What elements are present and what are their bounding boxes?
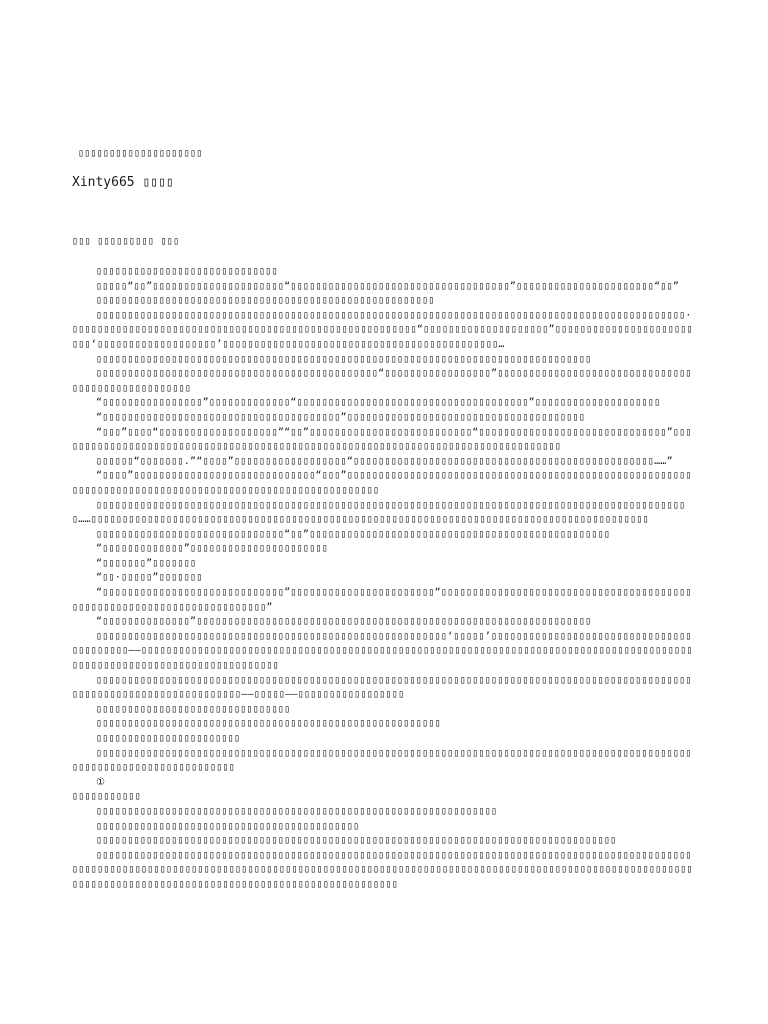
paragraph: “▯▯▯▯▯▯▯▯▯▯▯▯▯▯▯▯▯▯▯▯▯▯▯▯▯▯▯▯▯”▯▯▯▯▯▯▯▯▯▯▯▯▯▯▯▯▯▯▯▯▯▯▯“▯▯▯▯▯▯▯▯▯▯▯▯▯▯▯▯▯▯▯▯▯▯▯▯▯▯▯▯▯▯▯▯▯▯▯▯▯▯▯▯▯▯▯▯▯▯▯▯▯▯▯▯▯▯▯▯▯▯▯▯▯▯▯▯▯▯▯▯▯▯▯” <box>72 587 692 613</box>
paragraph: “▯▯▯▯▯▯▯▯▯▯▯▯▯▯▯▯”▯▯▯▯▯▯▯▯▯▯▯▯▯“▯▯▯▯▯▯▯▯▯▯▯▯▯▯▯▯▯▯▯▯▯▯▯▯▯▯▯▯▯▯▯▯▯▯▯▯▯”▯▯▯▯▯▯▯▯▯▯▯▯▯▯▯▯▯▯▯▯ <box>96 397 661 409</box>
paragraph: “▯▯▯▯▯▯▯▯▯▯▯▯▯”▯▯▯▯▯▯▯▯▯▯▯▯▯▯▯▯▯▯▯▯▯▯ <box>96 543 329 555</box>
paragraph: ▯▯▯▯▯“▯▯”▯▯▯▯▯▯▯▯▯▯▯▯▯▯▯▯▯▯▯▯▯“▯▯▯▯▯▯▯▯▯▯▯▯▯▯▯▯▯▯▯▯▯▯▯▯▯▯▯▯▯▯▯▯▯▯▯”▯▯▯▯▯▯▯▯▯▯▯▯▯▯▯▯▯▯▯▯▯▯“▯▯” <box>96 280 680 292</box>
paragraph: ▯▯▯▯▯▯▯▯▯▯▯▯▯▯▯▯▯▯▯▯▯▯▯▯▯▯▯▯▯▯▯▯▯▯▯▯▯▯▯▯▯▯ <box>96 820 360 832</box>
paragraph: ▯▯▯▯▯▯▯▯▯▯▯▯▯▯▯▯▯▯▯▯▯▯▯▯▯▯▯▯▯▯▯▯▯▯▯▯▯▯▯▯▯▯▯▯▯▯▯▯▯▯▯▯▯▯▯▯▯▯▯▯▯▯▯▯▯▯▯▯▯▯▯▯▯▯▯▯▯▯▯▯▯▯▯▯▯▯▯▯▯▯▯▯▯▯▯▯▯▯▯▯▯▯▯▯▯▯▯▯▯▯▯▯▯▯▯▯▯▯▯▯▯ <box>72 747 692 774</box>
paragraph: ▯▯▯▯▯▯▯▯▯▯▯▯▯▯▯▯▯▯▯▯▯▯▯▯▯▯▯▯▯▯▯▯▯▯▯▯▯▯▯▯▯▯▯▯▯▯▯▯▯▯▯▯▯▯▯▯▯▯▯▯▯▯▯▯ <box>96 805 498 817</box>
paragraph: ▯▯▯▯▯▯▯▯▯▯▯▯▯▯▯▯▯▯▯▯▯▯▯ <box>96 733 241 744</box>
paragraph: ▯▯▯▯▯▯▯▯▯▯▯▯▯▯▯▯▯▯▯▯▯▯▯▯▯▯▯▯▯ <box>96 266 278 277</box>
paragraph: “▯▯▯▯▯▯▯▯▯▯▯▯▯▯”▯▯▯▯▯▯▯▯▯▯▯▯▯▯▯▯▯▯▯▯▯▯▯▯▯▯▯▯▯▯▯▯▯▯▯▯▯▯▯▯▯▯▯▯▯▯▯▯▯▯▯▯▯▯▯▯▯▯▯▯▯▯▯ <box>96 616 592 628</box>
site-header-line: ▯▯▯▯▯▯▯▯▯▯▯▯▯▯▯▯▯▯▯▯ <box>78 148 203 159</box>
paragraph: ▯▯▯▯▯▯▯▯▯▯▯▯▯▯▯▯▯▯▯▯▯▯▯▯▯▯▯▯▯▯▯▯▯▯▯▯▯▯▯▯▯▯▯▯▯▯▯▯▯▯▯▯▯▯▯▯▯▯▯▯▯▯▯▯▯▯▯▯▯▯▯▯▯▯▯▯▯▯▯▯▯▯▯▯▯▯▯▯▯▯▯▯▯▯▯……▯▯▯▯▯▯▯▯▯▯▯▯▯▯▯▯▯▯▯▯▯▯▯▯▯▯▯▯▯▯▯▯▯▯▯▯▯▯▯▯▯▯▯▯▯▯▯▯▯▯▯▯▯▯▯▯▯▯▯▯▯▯▯▯▯▯▯▯▯▯▯▯▯▯▯▯▯▯▯▯▯▯▯▯▯▯▯▯▯ <box>72 499 686 526</box>
paragraph: ▯▯▯▯▯▯▯▯▯▯▯▯▯▯▯▯▯▯▯▯▯▯▯▯▯▯▯▯▯▯▯▯▯▯▯▯▯▯▯▯▯▯▯▯▯▯▯▯▯▯▯▯▯▯▯▯‘▯▯▯▯▯’▯▯▯▯▯▯▯▯▯▯▯▯▯▯▯▯▯▯▯▯▯▯▯▯▯▯▯▯▯▯▯▯▯▯▯▯▯▯▯▯▯——▯▯▯▯▯▯▯▯▯▯▯▯▯▯▯▯▯▯▯▯▯▯▯▯▯▯▯▯▯▯▯▯▯▯▯▯▯▯▯▯▯▯▯▯▯▯▯▯▯▯▯▯▯▯▯▯▯▯▯▯▯▯▯▯▯▯▯▯▯▯▯▯▯▯▯▯▯▯▯▯▯▯▯▯▯▯▯▯▯▯▯▯▯▯▯▯▯▯▯▯▯▯▯▯▯▯▯▯▯▯▯▯▯▯▯▯▯▯▯▯▯ <box>72 630 693 672</box>
paragraph: “▯▯▯”▯▯▯▯“▯▯▯▯▯▯▯▯▯▯▯▯▯▯▯▯▯▯▯”“▯▯”▯▯▯▯▯▯▯▯▯▯▯▯▯▯▯▯▯▯▯▯▯▯▯▯▯▯“▯▯▯▯▯▯▯▯▯▯▯▯▯▯▯▯▯▯▯▯▯▯▯▯▯▯▯▯▯▯”▯▯▯▯▯▯▯▯▯▯▯▯▯▯▯▯▯▯▯▯▯▯▯▯▯▯▯▯▯▯▯▯▯▯▯▯▯▯▯▯▯▯▯▯▯▯▯▯▯▯▯▯▯▯▯▯▯▯▯▯▯▯▯▯▯▯▯▯▯▯▯▯▯▯▯▯▯▯▯▯▯ <box>72 426 692 453</box>
body-text <box>72 265 696 893</box>
paragraph: ▯▯▯▯▯▯▯▯▯▯▯▯▯▯▯▯▯▯▯▯▯▯▯▯▯▯▯▯▯▯▯▯▯▯▯▯▯▯▯▯▯▯▯▯▯“▯▯▯▯▯▯▯▯▯▯▯▯▯▯▯▯▯”▯▯▯▯▯▯▯▯▯▯▯▯▯▯▯▯▯▯▯▯▯▯▯▯▯▯▯▯▯▯▯▯▯▯▯▯▯▯▯▯▯▯▯▯▯▯▯▯▯▯ <box>72 368 692 394</box>
author-line: Xinty665 ▯▯▯▯ <box>72 175 174 190</box>
paragraph: “▯▯▯▯”▯▯▯▯▯▯▯▯▯▯▯▯▯▯▯▯▯▯▯▯▯▯▯▯▯▯▯▯▯“▯▯▯”▯▯▯▯▯▯▯▯▯▯▯▯▯▯▯▯▯▯▯▯▯▯▯▯▯▯▯▯▯▯▯▯▯▯▯▯▯▯▯▯▯▯▯▯▯▯▯▯▯▯▯▯▯▯▯▯▯▯▯▯▯▯▯▯▯▯▯▯▯▯▯▯▯▯▯▯▯▯▯▯▯▯▯▯▯▯▯▯▯▯▯▯▯▯▯▯▯▯▯▯▯▯▯▯ <box>72 470 692 496</box>
paragraph: ▯▯▯▯▯▯▯▯▯▯▯▯▯▯▯▯▯▯▯▯▯▯▯▯▯▯▯▯▯▯▯▯▯▯▯▯▯▯▯▯▯▯▯▯▯▯▯▯▯▯▯▯▯▯▯▯▯▯▯▯▯▯▯▯▯▯▯▯▯▯▯▯▯▯▯▯▯▯▯▯▯▯▯▯▯▯▯▯▯▯▯▯▯▯▯▯▯▯▯▯▯▯▯▯▯▯▯▯▯▯▯▯▯▯▯▯▯▯▯▯▯▯——▯▯▯▯▯——▯▯▯▯▯▯▯▯▯▯▯▯▯▯▯▯▯ <box>72 674 692 701</box>
footnote-marker: ① <box>96 776 106 788</box>
paragraph: ▯▯▯▯▯▯▯▯▯▯▯▯▯▯▯▯▯▯▯▯▯▯▯▯▯▯▯▯▯▯“▯▯”▯▯▯▯▯▯▯▯▯▯▯▯▯▯▯▯▯▯▯▯▯▯▯▯▯▯▯▯▯▯▯▯▯▯▯▯▯▯▯▯▯▯▯▯▯▯▯▯ <box>96 528 611 540</box>
paragraph: “▯▯▯▯▯▯▯”▯▯▯▯▯▯▯ <box>96 557 197 569</box>
paragraph: ▯▯▯▯▯▯▯▯▯▯▯▯▯▯▯▯▯▯▯▯▯▯▯▯▯▯▯▯▯▯▯▯▯▯▯▯▯▯▯▯▯▯▯▯▯▯▯▯▯▯▯▯▯▯▯▯▯▯▯▯▯▯▯▯▯▯▯▯▯▯▯▯▯▯▯▯▯▯▯▯▯▯▯ <box>96 835 617 847</box>
paragraph: ▯▯▯▯▯▯▯▯▯▯▯▯▯▯▯▯▯▯▯▯▯▯▯▯▯▯▯▯▯▯▯▯▯▯▯▯▯▯▯▯▯▯▯▯▯▯▯▯▯▯▯▯▯▯▯ <box>96 718 441 730</box>
paragraph: ▯▯▯▯▯▯▯▯▯▯▯▯▯▯▯▯▯▯▯▯▯▯▯▯▯▯▯▯▯▯▯▯▯▯▯▯▯▯▯▯▯▯▯▯▯▯▯▯▯▯▯▯▯▯▯▯▯▯▯▯▯▯▯▯▯▯▯▯▯▯▯▯▯▯▯▯▯▯▯▯▯▯▯▯▯▯▯▯▯▯▯▯▯▯▯▯▯▯▯▯▯▯▯▯▯▯▯▯▯▯▯▯▯▯▯▯▯▯▯▯▯▯▯▯▯▯▯▯▯▯▯▯▯▯▯▯▯▯▯▯▯▯▯▯▯▯▯▯▯▯▯▯▯▯▯▯▯▯▯▯▯▯▯▯▯▯▯▯▯▯▯▯▯▯▯▯▯▯▯▯▯▯▯▯▯▯▯▯▯▯▯▯▯▯▯▯▯▯▯▯▯▯▯▯▯▯▯▯▯▯▯▯▯▯▯▯▯▯▯▯▯▯▯▯▯▯▯▯▯▯▯▯▯▯▯▯▯▯▯▯▯▯▯▯▯▯ <box>72 849 693 890</box>
paragraph: ▯▯▯▯▯▯▯▯▯▯▯▯▯▯▯▯▯▯▯▯▯▯▯▯▯▯▯▯▯▯▯▯▯▯▯▯▯▯▯▯▯▯▯▯▯▯▯▯▯▯▯▯▯▯▯▯▯▯▯▯▯▯▯▯▯▯▯▯▯▯▯▯▯▯▯▯▯▯▯▯▯▯▯▯▯▯▯▯▯▯▯▯▯▯·▯▯▯▯▯▯▯▯▯▯▯▯▯▯▯▯▯▯▯▯▯▯▯▯▯▯▯▯▯▯▯▯▯▯▯▯▯▯▯▯▯▯▯▯▯▯▯▯▯▯▯▯▯▯▯“▯▯▯▯▯▯▯▯▯▯▯▯▯▯▯▯▯▯▯▯”▯▯▯▯▯▯▯▯▯▯▯▯▯▯▯▯▯▯▯▯▯▯▯▯▯‘▯▯▯▯▯▯▯▯▯▯▯▯▯▯▯▯▯▯▯’▯▯▯▯▯▯▯▯▯▯▯▯▯▯▯▯▯▯▯▯▯▯▯▯▯▯▯▯▯▯▯▯▯▯▯▯▯▯▯▯▯▯▯▯… <box>72 309 693 350</box>
paragraph: ▯▯▯▯▯▯▯▯▯▯▯▯▯▯▯▯▯▯▯▯▯▯▯▯▯▯▯▯▯▯▯ <box>96 703 291 715</box>
chapter-title: ▯▯▯ ▯▯▯▯▯▯▯▯▯ ▯▯▯ <box>72 236 180 247</box>
paragraph: “▯▯·▯▯▯▯▯”▯▯▯▯▯▯▯ <box>96 572 203 584</box>
section-heading: ▯▯▯▯▯▯▯▯▯▯▯ <box>72 791 141 803</box>
paragraph: “▯▯▯▯▯▯▯▯▯▯▯▯▯▯▯▯▯▯▯▯▯▯▯▯▯▯▯▯▯▯▯▯▯▯▯▯▯▯”▯▯▯▯▯▯▯▯▯▯▯▯▯▯▯▯▯▯▯▯▯▯▯▯▯▯▯▯▯▯▯▯▯▯▯▯▯▯ <box>96 411 586 423</box>
paragraph: ▯▯▯▯▯▯“▯▯▯▯▯▯▯.”“▯▯▯▯”▯▯▯▯▯▯▯▯▯▯▯▯▯▯▯▯▯▯“▯▯▯▯▯▯▯▯▯▯▯▯▯▯▯▯▯▯▯▯▯▯▯▯▯▯▯▯▯▯▯▯▯▯▯▯▯▯▯▯▯▯▯▯▯▯▯▯……” <box>96 455 673 467</box>
paragraph: ▯▯▯▯▯▯▯▯▯▯▯▯▯▯▯▯▯▯▯▯▯▯▯▯▯▯▯▯▯▯▯▯▯▯▯▯▯▯▯▯▯▯▯▯▯▯▯▯▯▯▯▯▯▯ <box>96 295 435 307</box>
paragraph: ▯▯▯▯▯▯▯▯▯▯▯▯▯▯▯▯▯▯▯▯▯▯▯▯▯▯▯▯▯▯▯▯▯▯▯▯▯▯▯▯▯▯▯▯▯▯▯▯▯▯▯▯▯▯▯▯▯▯▯▯▯▯▯▯▯▯▯▯▯▯▯▯▯▯▯▯▯▯▯ <box>96 353 592 365</box>
